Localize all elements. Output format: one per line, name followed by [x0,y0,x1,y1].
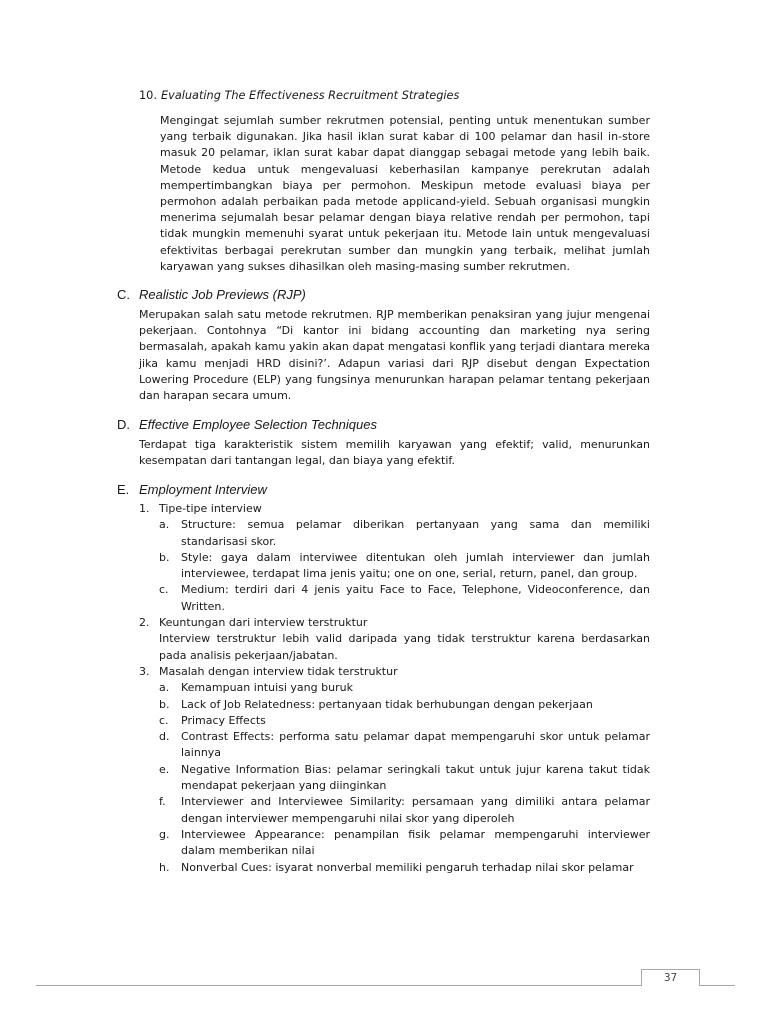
sub-text: Style: gaya dalam interviwee ditentukan oleh jumlah interviewer dan jumlah interviewee, terdapat lima jenis yaitu; one on one, serial, return, panel, dan group. [181,550,650,581]
sub-item [139,762,650,795]
list-item-text: Masalah dengan interview tidak terstruktur [159,664,398,678]
item-10-paragraph: Mengingat sejumlah sumber rekrutmen potensial, penting untuk menentukan sumber yang terbaik digunakan. Jika hasil iklan surat kabar di 100 pelamar dan hasil in-store masuk 20 pelamar, iklan surat kabar dapat dianggap sebagai metode yang lebih baik. Metode kedua untuk mengevaluasi keberhasilan kampanye perekrutan adalah mempertimbangkan biaya per permohon. Meskipun metode evaluasi biaya per permohon adalah perbaikan pada metode applicand-yield. Sebuah organisasi mungkin menerima sejumalah besar pelamar dengan biaya relative rendah per permohon, tapi tidak mungkin memenuhi syarat untuk pekerjaan itu. Metode lain untuk mengevaluasi efektivitas berbagai perekrutan sumber dan mungkin yang terbaik, melihat jumlah karyawan yang sukses dihasilkan oleh masing-masing sumber rekrutmen. [160,114,650,273]
section-d-title: Effective Employee Selection Techniques [139,417,377,432]
footer-rule [36,985,735,986]
sub-item [139,827,650,860]
item-10-heading [139,88,659,104]
list-item-2-body: Interview terstruktur lebih valid daripada yang tidak terstruktur karena berdasarkan pada analisis pekerjaan/jabatan. [159,632,650,662]
interview-list [139,501,650,876]
section-c-title: Realistic Job Previews (RJP) [139,287,306,302]
sub-text: Lack of Job Relatedness: pertanyaan tidak berhubungan dengan pekerjaan [181,697,593,711]
item-10-title: Evaluating The Effectiveness Recruitment Strategies [161,89,460,102]
sub-text: Nonverbal Cues: isyarat nonverbal memiliki pengaruh terhadap nilai skor pelamar [181,860,634,874]
list-number: 2. [139,616,150,630]
sub-letter: b. [159,550,170,564]
sub-text: Interviewer and Interviewee Similarity: persamaan yang dimiliki antara pelamar dengan interviewer mempengaruhi nilai skor yang diperoleh [181,795,650,825]
sub-item [139,582,650,615]
sub-item [139,729,650,762]
sub-item [139,517,650,550]
sub-letter: b. [159,697,170,711]
sub-text: Primacy Effects [181,713,266,727]
page-number: 37 [641,969,700,986]
section-c-paragraph: Merupakan salah satu metode rekrutmen. RJP memberikan penaksiran yang jujur mengenai pekerjaan. Contohnya “Di kantor ini bidang accounting dan marketing nya sering bermasalah, apakah kamu yakin akan dapat mengatasi konflik yang terjadi diantara mereka jika kamu menjadi HRD disini?’. Adapun variasi dari RJP disebut dengan Expectation Lowering Procedure (ELP) yang fungsinya menurunkan harapan pelamar tentang pekerjaan dan harapan secara umum. [139,308,650,403]
sub-text: Negative Information Bias: pelamar seringkali takut untuk jujur karena takut tidak mendapat pekerjaan yang diinginkan [181,762,650,793]
section-d-heading [117,416,662,433]
sub-letter: c. [159,583,169,597]
section-d-letter: D. [117,417,130,432]
section-d-paragraph: Terdapat tiga karakteristik sistem memilih karyawan yang efektif; valid, menurunkan kesempatan dari tantangan legal, dan biaya yang efektif. [139,438,650,468]
sub-item [139,680,650,696]
sub-letter: a. [159,681,170,695]
sub-letter: f. [159,795,166,809]
list-item-3 [139,664,650,680]
sub-text: Interviewee Appearance: penampilan fisik pelamar mempengaruhi interviewer dalam memberikan nilai [181,827,650,858]
sub-text: Contrast Effects: performa satu pelamar dapat mempengaruhi skor untuk pelamar lainnya [181,730,650,760]
section-c-letter: C. [117,287,130,302]
sub-item [139,794,650,827]
list-number: 3. [139,664,150,678]
list-item-1 [139,501,650,517]
sub-text: Medium: terdiri dari 4 jenis yaitu Face to Face, Telephone, Videoconference, dan Written. [181,583,650,613]
sub-letter: c. [159,713,169,727]
list-item-2 [139,615,650,631]
section-e-heading [117,481,662,498]
sub-letter: h. [159,860,170,874]
sub-item [139,713,650,729]
sub-letter: d. [159,730,170,744]
sub-text: Structure: semua pelamar diberikan pertanyaan yang sama dan memiliki standarisasi skor. [181,518,650,548]
sub-item [139,860,650,876]
item-10-number: 10. [139,89,157,102]
sub-text: Kemampuan intuisi yang buruk [181,681,353,695]
list-item-text: Tipe-tipe interview [159,502,262,515]
sub-item [139,697,650,713]
list-item-text: Keuntungan dari interview terstruktur [159,616,368,630]
section-c-heading [117,286,662,303]
sub-letter: a. [159,518,170,532]
sub-item [139,550,650,583]
sub-letter: e. [159,762,170,776]
section-e-letter: E. [117,482,130,497]
section-e-title: Employment Interview [139,482,267,497]
sub-letter: g. [159,827,170,841]
list-number: 1. [139,502,150,515]
